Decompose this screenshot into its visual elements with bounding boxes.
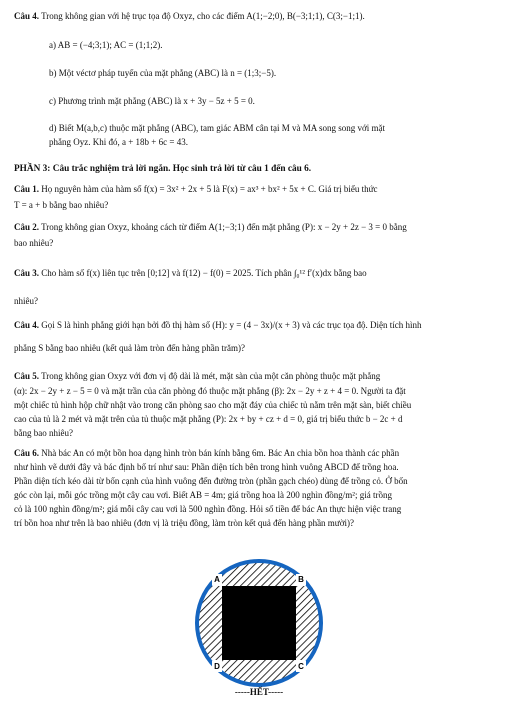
q4-line2: phẳng S bằng bao nhiêu (kết quả làm tròn đến hàng phần trăm)? [14, 343, 245, 353]
q2-text: Trong không gian Oxyz, khoảng cách từ điểm A(1;−3;1) đến mặt phẳng (P): x − 2y + 2z − 3 = 0 bằng [41, 222, 407, 232]
q6-line3: Phần diện tích kéo dài từ bốn cạnh của hình vuông đến đường tròn (phần gạch chéo) dùng để trồng cỏ. Ở bốn [14, 476, 408, 486]
vertex-label-c: C [298, 662, 304, 671]
cau4-stem-text: Trong không gian với hệ trục tọa độ Oxyz, cho các điểm A(1;−2;0), B(−3;1;1), C(3;−1;1). [41, 11, 365, 21]
q6-text: Nhà bác An có một bồn hoa dạng hình tròn bán kính bằng 6m. Bác An chia bồn hoa thành các phần [41, 448, 400, 458]
q5-line3: một chiếc tủ hình hộp chữ nhật vào trong căn phòng sao cho mặt đáy của chiếc tủ nằm trên mặt sàn, biết chiều [14, 400, 412, 410]
flowerbed-figure [192, 556, 326, 690]
q5-label: Câu 5. [14, 371, 40, 381]
flower-square [222, 586, 296, 660]
q2-label: Câu 2. [14, 222, 40, 232]
q5-line4: cao của tủ là 2 mét và mặt trên của tủ thuộc mặt phẳng (P): 2x + by + cz + d = 0, giá trị biểu thức b − 2c + d [14, 414, 403, 424]
q6-line1 [14, 446, 506, 460]
q1-text: Họ nguyên hàm của hàm số f(x) = 3x² + 2x + 5 là F(x) = ax³ + bx² + 5x + C. Giá trị biểu thức [41, 184, 378, 194]
q5-line1 [14, 369, 506, 383]
cau4-label: Câu 4. [14, 11, 40, 21]
q3-line2: nhiêu? [14, 296, 38, 306]
q3-text: Cho hàm số f(x) liên tục trên [0;12] và f(12) − f(0) = 2025. Tích phân ∫₀¹² f′(x)dx bằng bao [41, 268, 367, 278]
cau4-option-d-line2: phẳng Oyz. Khi đó, a + 18b + 6c = 43. [49, 137, 188, 147]
q5-text: Trong không gian Oxyz với đơn vị độ dài là mét, mặt sàn của một căn phòng thuộc mặt phẳng [41, 371, 381, 381]
cau4-option-c: c) Phương trình mặt phẳng (ABC) là x + 3y − 5z + 5 = 0. [49, 96, 255, 106]
q3-label: Câu 3. [14, 268, 40, 278]
q4-text: Gọi S là hình phẳng giới hạn bởi đồ thị hàm số (H): y = (4 − 3x)/(x + 3) và các trục tọa độ. Diện tích hình [41, 320, 422, 330]
q4-label: Câu 4. [14, 320, 40, 330]
q1-line2: T = a + b bằng bao nhiêu? [14, 200, 109, 210]
q6-line2: như hình vẽ dưới đây và bác định bố trí như sau: Phần diện tích bên trong hình vuông ABCD để trồng hoa. [14, 462, 399, 472]
cau4-stem [14, 9, 506, 23]
q4-line1 [14, 318, 506, 332]
vertex-label-b: B [298, 575, 304, 584]
part3-heading: PHẦN 3: Câu trắc nghiệm trả lời ngắn. Học sinh trả lời từ câu 1 đến câu 6. [14, 164, 312, 174]
q5-line5: bằng bao nhiêu? [14, 428, 73, 438]
q1-line1 [14, 182, 506, 196]
cau4-option-d-line1: d) Biết M(a,b,c) thuộc mặt phẳng (ABC), tam giác ABM cân tại M và MA song song với mặt [49, 123, 385, 133]
q5-line2: (α): 2x − 2y + z − 5 = 0 và mặt trần của căn phòng đó thuộc mặt phẳng (β): 2x − 2y + z + 4 = 0. Người ta đặt [14, 386, 406, 396]
q2-line2: bao nhiêu? [14, 238, 54, 248]
q6-label: Câu 6. [14, 448, 40, 458]
vertex-label-a: A [214, 575, 220, 584]
q6-line6: trí bồn hoa như trên là bao nhiêu (đơn vị là triệu đồng, làm tròn kết quả đến hàng phần mười)? [14, 518, 354, 528]
cau4-option-a: a) AB = (−4;3;1); AC = (1;1;2). [49, 40, 163, 50]
cau4-option-b: b) Một véctơ pháp tuyến của mặt phẳng (ABC) là n = (1;3;−5). [49, 68, 277, 78]
q6-line5: cỏ là 100 nghìn đồng/m²; giá mỗi cây cau vơi là 500 nghìn đồng. Hỏi số tiền để bác An thực hiện việc trang [14, 504, 402, 514]
q1-label: Câu 1. [14, 184, 40, 194]
q6-line4: góc còn lại, mỗi góc trồng một cây cau vơi. Biết AB = 4m; giá trồng hoa là 200 nghìn đồng/m²; giá trồng [14, 490, 392, 500]
q2-line1 [14, 220, 506, 234]
end-marker: -----HẾT----- [234, 687, 284, 697]
q3-line1 [14, 266, 506, 280]
vertex-label-d: D [214, 662, 220, 671]
